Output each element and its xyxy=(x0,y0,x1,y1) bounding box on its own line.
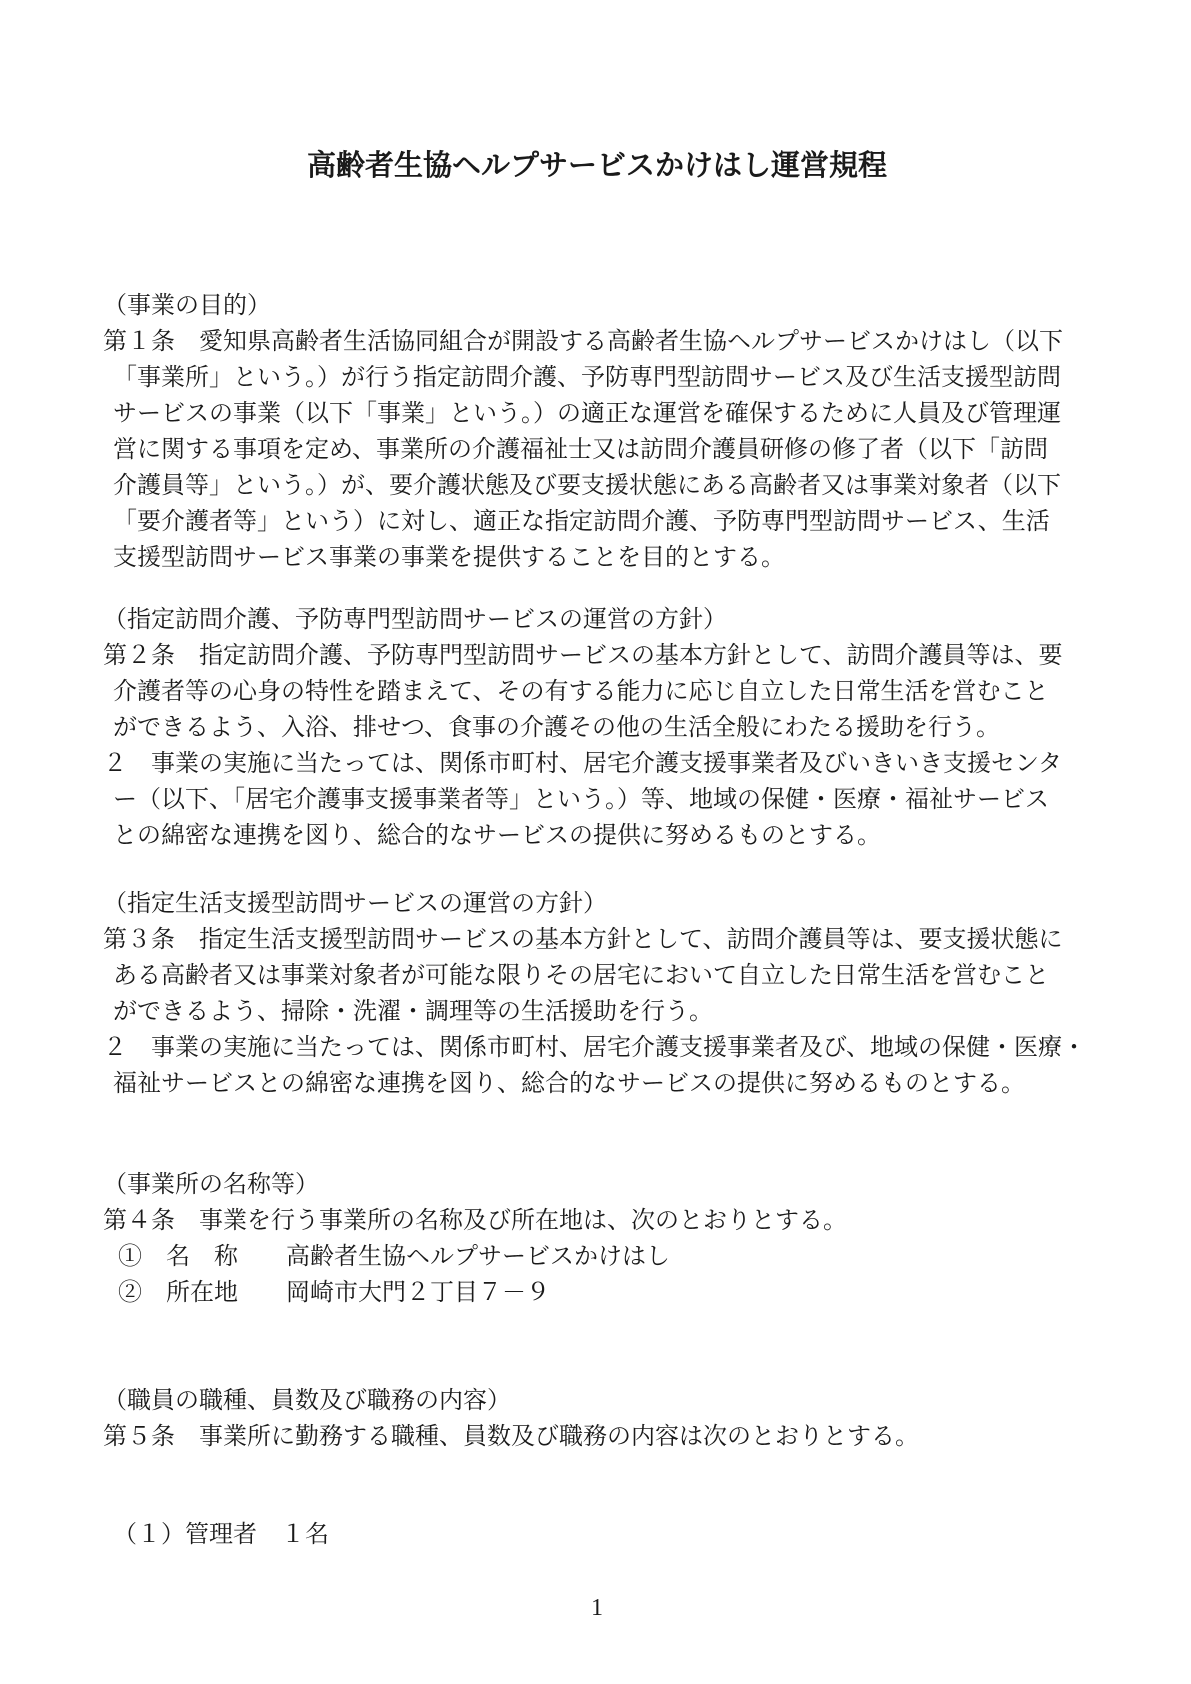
section-purpose xyxy=(103,288,1091,576)
paragraph-line: ２ 事業の実施に当たっては、関係市町村、居宅介護支援事業者及び、地域の保健・医療・ xyxy=(103,1035,1087,1061)
section-heading: （職員の職種、員数及び職務の内容） xyxy=(103,1388,511,1414)
section-office-name xyxy=(103,1167,1091,1311)
paragraph-line: 福祉サービスとの綿密な連携を図り、総合的なサービスの提供に努めるものとする。 xyxy=(113,1071,1025,1097)
section-homecare-policy xyxy=(103,602,1091,854)
article-line: ができるよう、掃除・洗濯・調理等の生活援助を行う。 xyxy=(113,999,713,1025)
article-line: 第４条 事業を行う事業所の名称及び所在地は、次のとおりとする。 xyxy=(103,1208,847,1234)
section-livingsupport-policy xyxy=(103,886,1091,1102)
numbered-item-address: ② 所在地 岡崎市大門２丁目７－９ xyxy=(118,1280,550,1306)
article-line: 第５条 事業所に勤務する職種、員数及び職務の内容は次のとおりとする。 xyxy=(103,1424,919,1450)
article-line: 介護者等の心身の特性を踏まえて、その有する能力に応じ自立した日常生活を営むこと xyxy=(113,679,1049,705)
article-line: 営に関する事項を定め、事業所の介護福祉士又は訪問介護員研修の修了者（以下「訪問 xyxy=(113,437,1049,463)
article-line: ができるよう、入浴、排せつ、食事の介護その他の生活全般にわたる援助を行う。 xyxy=(113,715,1001,741)
paragraph-line: との綿密な連携を図り、総合的なサービスの提供に努めるものとする。 xyxy=(113,823,881,849)
staff-item-manager: （１）管理者 １名 xyxy=(113,1522,329,1548)
numbered-item-name: ① 名 称 高齢者生協ヘルプサービスかけはし xyxy=(118,1244,670,1270)
article-line: 第１条 愛知県高齢者生活協同組合が開設する高齢者生協ヘルプサービスかけはし（以下 xyxy=(103,329,1063,355)
article-line: 支援型訪問サービス事業の事業を提供することを目的とする。 xyxy=(113,545,785,571)
page-number: 1 xyxy=(591,1595,603,1621)
article-line: ある高齢者又は事業対象者が可能な限りその居宅において自立した日常生活を営むこと xyxy=(113,963,1049,989)
section-heading: （事業の目的） xyxy=(103,293,271,319)
paragraph-line: ー（以下、「居宅介護事支援事業者等」という。）等、地域の保健・医療・福祉サービス xyxy=(113,787,1049,813)
section-heading: （事業所の名称等） xyxy=(103,1172,319,1198)
article-line: 第２条 指定訪問介護、予防専門型訪問サービスの基本方針として、訪問介護員等は、要 xyxy=(103,643,1063,669)
article-line: サービスの事業（以下「事業」という。）の適正な運営を確保するために人員及び管理運 xyxy=(113,401,1061,427)
article-line: 「事業所」という。）が行う指定訪問介護、予防専門型訪問サービス及び生活支援型訪問 xyxy=(113,365,1061,391)
section-staff xyxy=(103,1383,1091,1553)
section-heading: （指定生活支援型訪問サービスの運営の方針） xyxy=(103,891,607,917)
section-heading: （指定訪問介護、予防専門型訪問サービスの運営の方針） xyxy=(103,607,727,633)
article-line: 第３条 指定生活支援型訪問サービスの基本方針として、訪問介護員等は、要支援状態に xyxy=(103,927,1063,953)
document-title: 高齢者生協ヘルプサービスかけはし運営規程 xyxy=(306,150,887,182)
paragraph-line: ２ 事業の実施に当たっては、関係市町村、居宅介護支援事業者及びいきいき支援センタ xyxy=(103,751,1063,777)
document-content xyxy=(103,0,1091,1626)
article-line: 「要介護者等」という）に対し、適正な指定訪問介護、予防専門型訪問サービス、生活 xyxy=(113,509,1050,535)
article-line: 介護員等」という。）が、要介護状態及び要支援状態にある高齢者又は事業対象者（以下 xyxy=(113,473,1061,499)
